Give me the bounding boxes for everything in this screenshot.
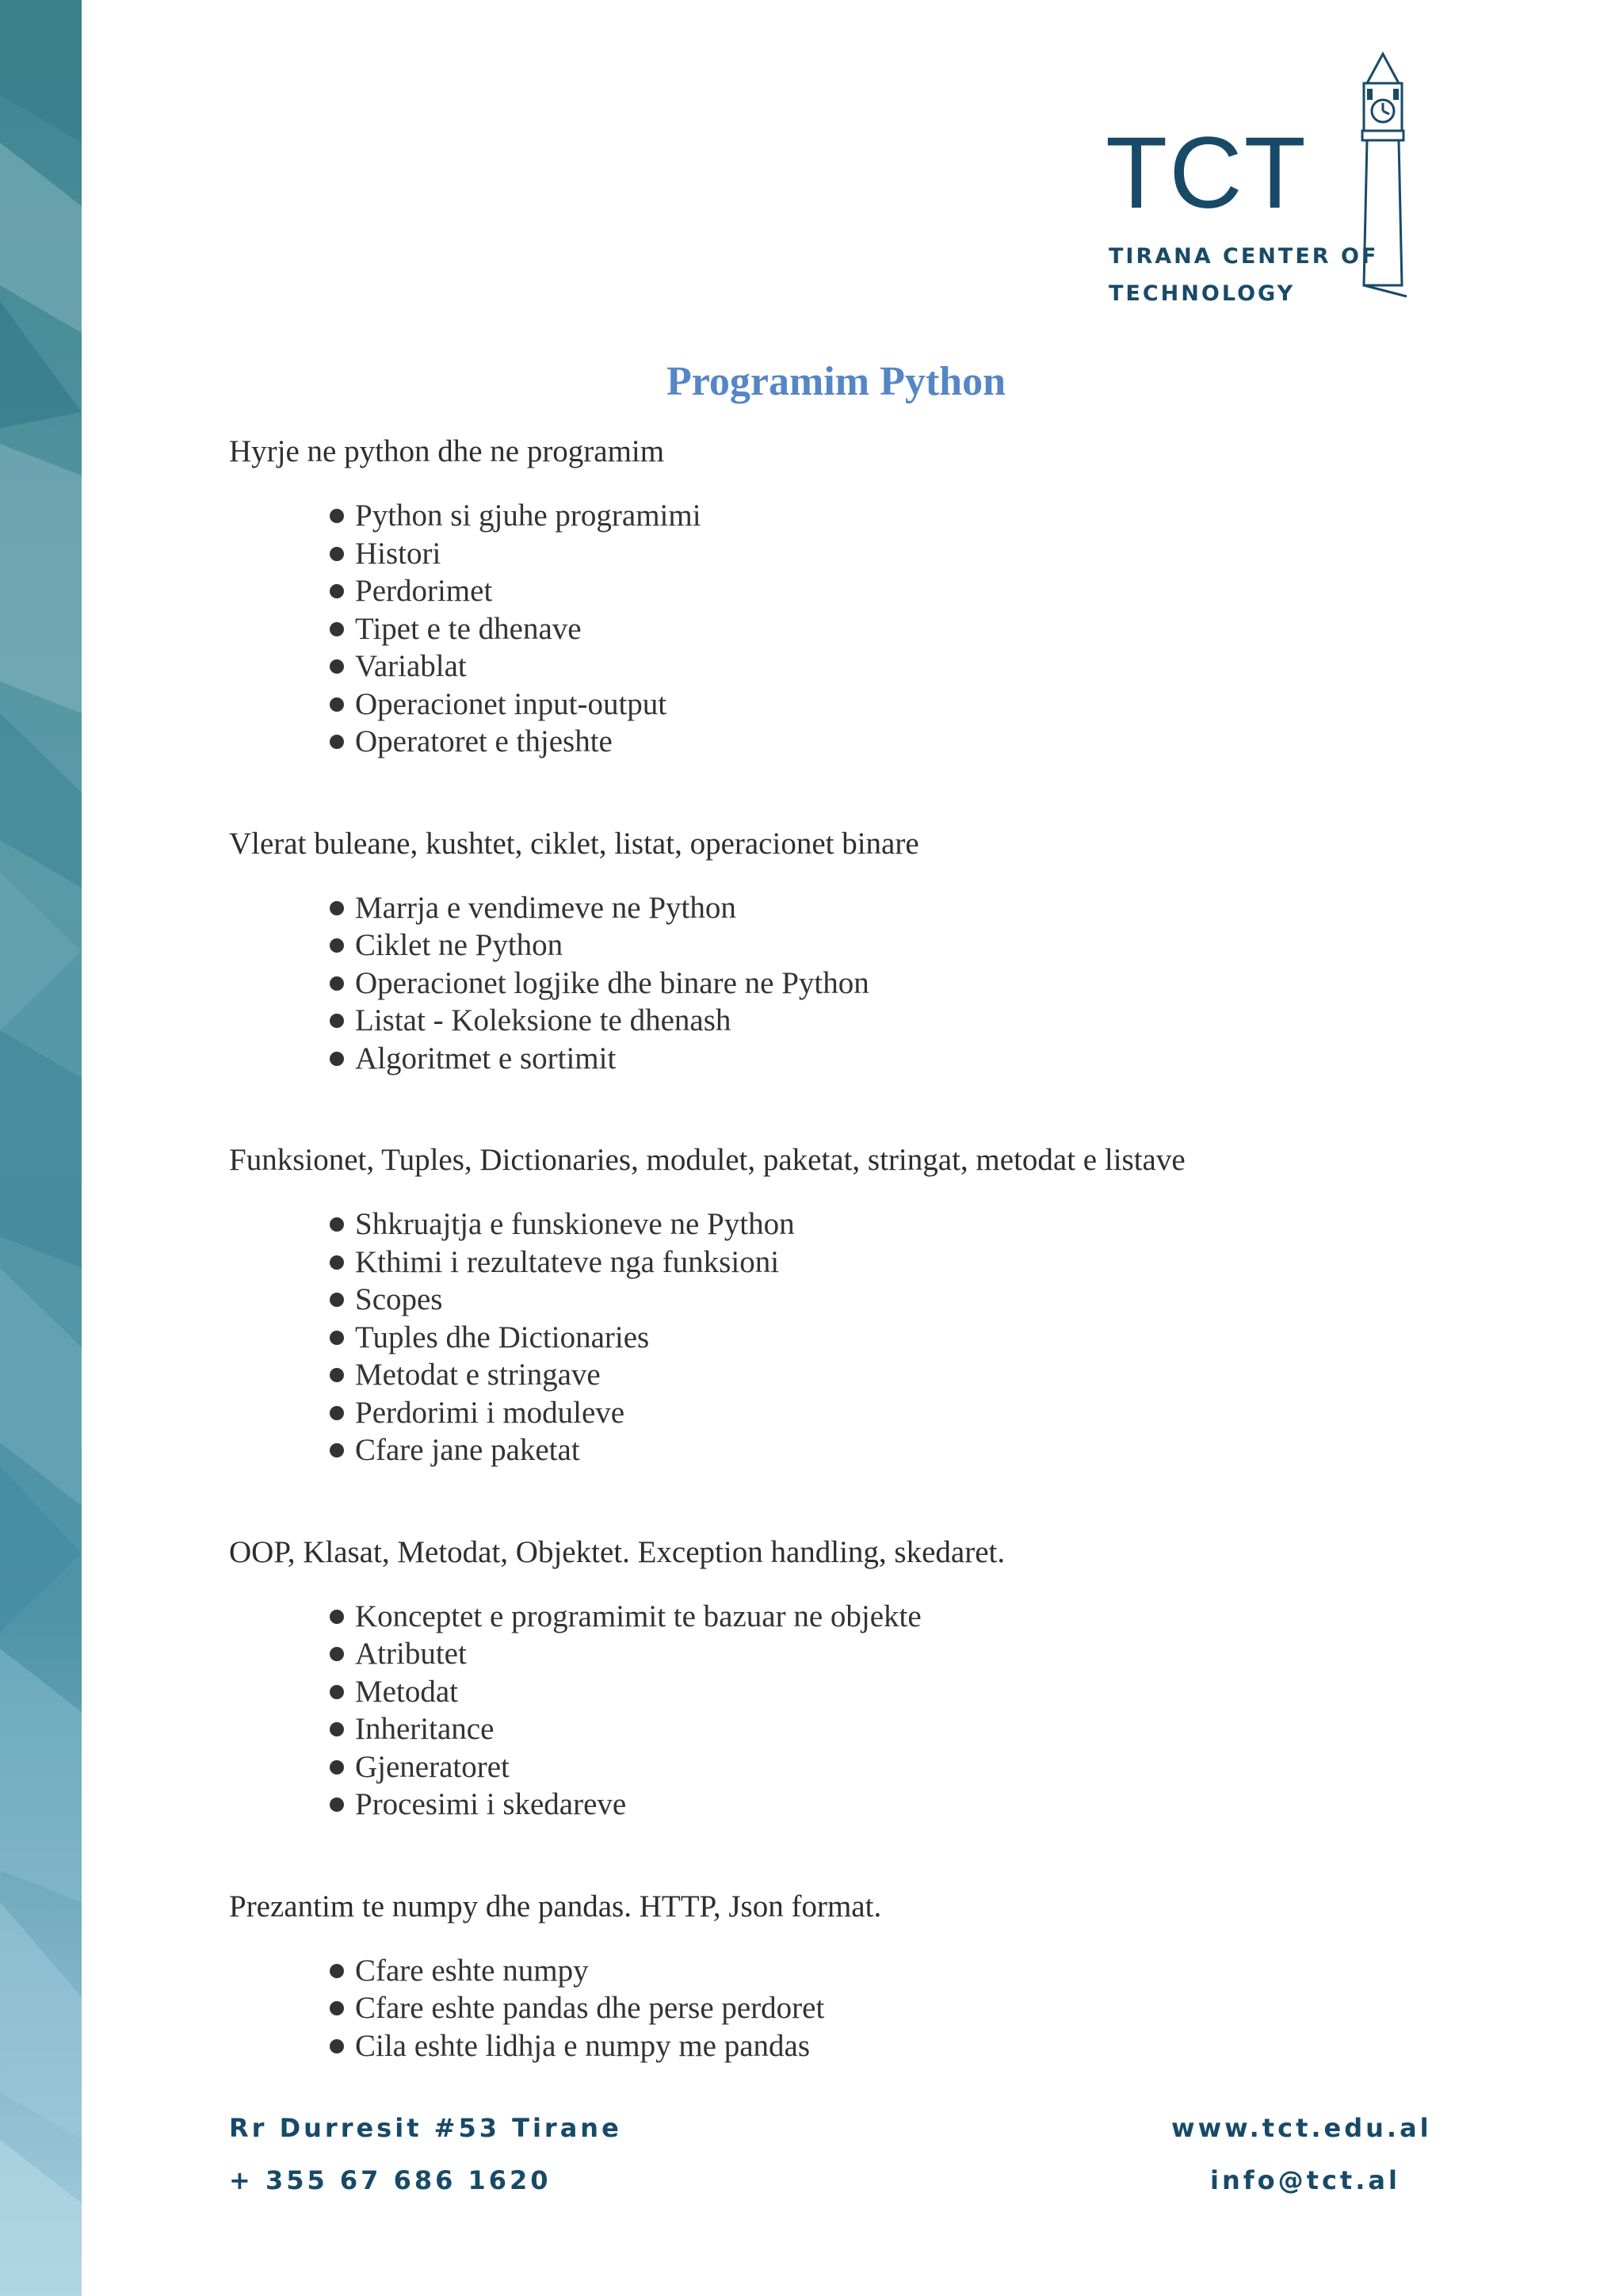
list-item: Ciklet ne Python [330,926,1560,965]
bullet-icon [330,1052,344,1066]
list-item: Operacionet logjike dhe binare ne Python [330,965,1560,1003]
bullet-icon [330,1443,344,1457]
logo-subtitle-line2: TECHNOLOGY [1109,281,1296,306]
logo-subtitle-line1: TIRANA CENTER OF [1109,244,1379,269]
list-item: Python si gjuhe programimi [330,497,1560,535]
list-item: Operacionet input-output [330,686,1560,724]
bullet-icon [330,2001,344,2015]
list-item: Atributet [330,1635,1560,1673]
bullet-icon [330,659,344,674]
list-item: Listat - Koleksione te dhenash [330,1002,1560,1040]
bullet-icon [330,1255,344,1270]
bullet-icon [330,735,344,749]
section-functions [229,1140,1560,1469]
list-item: Cfare eshte pandas dhe perse perdoret [330,1989,1560,2027]
bullet-list [229,889,1560,1078]
list-item: Tuples dhe Dictionaries [330,1319,1560,1357]
list-item: Kthimi i rezultateve nga funksioni [330,1244,1560,1282]
decorative-side-band [0,0,82,2296]
bullet-list [229,497,1560,761]
section-boolean-conditions [229,824,1560,1078]
bullet-icon [330,1964,344,1978]
bullet-list [229,1205,1560,1469]
course-content [229,432,1560,2128]
list-item: Metodat e stringave [330,1356,1560,1394]
list-item: Operatoret e thjeshte [330,723,1560,761]
list-item: Variablat [330,648,1560,686]
footer-phone: + 355 67 686 1620 [229,2165,552,2195]
bullet-icon [330,1217,344,1232]
bullet-icon [330,1014,344,1028]
list-item: Gjeneratoret [330,1748,1560,1786]
list-item: Marrja e vendimeve ne Python [330,889,1560,927]
list-item: Metodat [330,1673,1560,1711]
bullet-icon [330,547,344,561]
bullet-icon [330,1685,344,1699]
bullet-icon [330,2039,344,2053]
logo-wordmark: TCT [1106,117,1308,230]
section-intro [229,432,1560,761]
section-heading: Funksionet, Tuples, Dictionaries, modulet, paketat, stringat, metodat e listave [229,1143,1186,1177]
list-item: Histori [330,535,1560,573]
section-heading: Hyrje ne python dhe ne programim [229,434,665,468]
bullet-icon [330,1368,344,1382]
bullet-icon [330,976,344,991]
list-item: Perdorimet [330,572,1560,610]
bullet-icon [330,938,344,953]
list-item: Algoritmet e sortimit [330,1040,1560,1078]
list-item: Shkruajtja e funskioneve ne Python [330,1205,1560,1244]
section-numpy-pandas [229,1887,1560,2065]
page-title: Programim Python [666,359,1006,404]
bullet-icon [330,509,344,523]
list-item: Perdorimi i moduleve [330,1394,1560,1432]
bullet-icon [330,1293,344,1307]
list-item: Cila eshte lidhja e numpy me pandas [330,2027,1560,2065]
list-item: Procesimi i skedareve [330,1786,1560,1824]
bullet-icon [330,1647,344,1661]
bullet-icon [330,1610,344,1624]
list-item: Inheritance [330,1710,1560,1748]
bullet-icon [330,1797,344,1812]
section-heading: OOP, Klasat, Metodat, Objektet. Exception handling, skedaret. [229,1534,1006,1569]
bullet-icon [330,1406,344,1420]
bullet-icon [330,584,344,598]
list-item: Cfare eshte numpy [330,1952,1560,1990]
footer-email-link[interactable]: info@tct.al [1210,2165,1400,2195]
bullet-list [229,1952,1560,2065]
list-item: Cfare jane paketat [330,1431,1560,1469]
bullet-icon [330,697,344,712]
section-heading: Prezantim te numpy dhe pandas. HTTP, Json format. [229,1889,882,1924]
bullet-list [229,1598,1560,1824]
bullet-icon [330,622,344,636]
section-oop [229,1533,1560,1824]
section-heading: Vlerat buleane, kushtet, ciklet, listat, operacionet binare [229,826,919,861]
list-item: Konceptet e programimit te bazuar ne objekte [330,1598,1560,1636]
bullet-icon [330,1760,344,1775]
tct-logo [1106,48,1438,317]
list-item: Scopes [330,1281,1560,1319]
footer-address: Rr Durresit #53 Tirane [229,2113,622,2143]
bullet-icon [330,1331,344,1345]
list-item: Tipet e te dhenave [330,610,1560,648]
clock-tower-icon [1343,48,1423,301]
bullet-icon [330,901,344,915]
bullet-icon [330,1722,344,1736]
footer-website-link[interactable]: www.tct.edu.al [1171,2113,1432,2143]
